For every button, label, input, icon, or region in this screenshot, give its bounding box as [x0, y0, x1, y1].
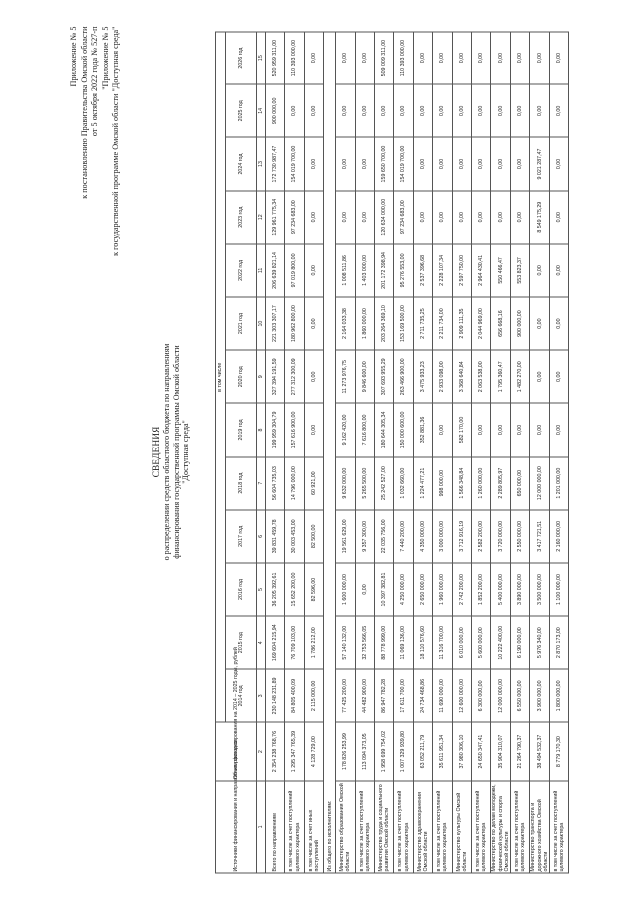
- row-value: 0,00: [471, 403, 490, 456]
- row-value: 1 600 000,00: [336, 563, 355, 616]
- row-name: Министерство транспорта и дорожного хозяйства Омской области: [530, 781, 550, 873]
- row-value: 0,00: [304, 137, 323, 190]
- row-value: 0,00: [510, 32, 529, 84]
- row-total: 21 264 790,37: [510, 722, 529, 780]
- table-row: [491, 32, 511, 873]
- column-number: 5: [257, 563, 266, 616]
- header-year: 2022 год: [226, 244, 257, 297]
- row-value: 0,00: [549, 244, 568, 297]
- row-value: 157 616 900,00: [285, 403, 304, 456]
- row-value: 3 900 000,00: [530, 669, 550, 722]
- row-name: Министерство образования Омской области: [336, 781, 355, 873]
- row-value: 5 976 340,00: [530, 616, 550, 669]
- row-total: 1 295 347 765,39: [285, 722, 304, 780]
- row-value: 0,00: [452, 191, 471, 244]
- row-value: 3 500 000,00: [530, 563, 550, 616]
- row-value: 1 800 000,00: [549, 669, 568, 722]
- row-value: 203 264 369,10: [374, 297, 393, 350]
- table-row: [510, 32, 529, 873]
- row-value: 30 003 453,00: [285, 510, 304, 563]
- row-value: 11 069 136,00: [394, 616, 413, 669]
- row-value: 44 482 900,00: [355, 669, 374, 722]
- row-value: 0,00: [471, 32, 490, 84]
- row-value: 2 044 969,00: [471, 297, 490, 350]
- note-line-1: Приложение № 5: [69, 26, 78, 87]
- header-row-numbers: [257, 32, 266, 873]
- row-value: 0,00: [471, 84, 490, 137]
- row-value: 1 403 000,00: [355, 244, 374, 297]
- row-value: 307 693 955,29: [374, 350, 393, 403]
- header-source: Источники финансирования и направления расходов: [216, 781, 257, 873]
- row-total: 37 980 306,10: [452, 722, 471, 780]
- row-value: 0,00: [510, 191, 529, 244]
- row-value: 8 549 175,29: [530, 191, 550, 244]
- table-row: [452, 32, 471, 873]
- row-value: 0,00: [285, 84, 304, 137]
- row-value: 154 019 700,00: [394, 137, 413, 190]
- row-value: 180 644 305,34: [374, 403, 393, 456]
- row-total: 4 128 729,00: [304, 722, 323, 780]
- row-value: 24 734 468,86: [413, 669, 432, 722]
- row-value: 0,00: [549, 84, 568, 137]
- column-number: 9: [257, 350, 266, 403]
- row-value: 0,00: [355, 563, 374, 616]
- row-value: 3 000 000,00: [433, 510, 452, 563]
- note-line-4: "Приложение № 5: [100, 26, 110, 90]
- row-value: 553 823,37: [510, 244, 529, 297]
- row-value: 550 466,47: [491, 244, 511, 297]
- row-value: 0,00: [304, 244, 323, 297]
- row-value: 509 009 311,00: [374, 32, 393, 84]
- row-value: 5 265 500,00: [355, 457, 374, 510]
- row-value: 7 440 200,00: [394, 510, 413, 563]
- row-value: 9 632 000,00: [336, 457, 355, 510]
- note-line-5: к государственной программе Омской области "Доступная среда": [111, 26, 120, 256]
- row-value: 4 250 000,00: [394, 563, 413, 616]
- header-year: 2024 год: [226, 137, 257, 190]
- row-value: 0,00: [549, 403, 568, 456]
- row-total: 63 052 211,79: [413, 722, 432, 780]
- row-value: 0,00: [304, 32, 323, 84]
- row-name: в том числе за счет иных поступлений: [304, 781, 323, 873]
- header-year: 2021 год: [226, 297, 257, 350]
- row-value: 36 205 392,61: [266, 563, 285, 616]
- row-value: 0,00: [355, 191, 374, 244]
- header-year: 2017 год: [226, 510, 257, 563]
- row-value: 0,00: [491, 403, 511, 456]
- row-value: 0,00: [471, 191, 490, 244]
- row-value: 19 561 629,00: [336, 510, 355, 563]
- row-value: 900 000,00: [266, 84, 285, 137]
- row-value: 0,00: [355, 32, 374, 84]
- row-value: 656 668,16: [491, 297, 511, 350]
- row-value: 998 000,00: [433, 457, 452, 510]
- column-number: 10: [257, 297, 266, 350]
- column-number: 14: [257, 84, 266, 137]
- row-total: 38 494 532,37: [530, 722, 550, 780]
- row-value: 0,00: [510, 84, 529, 137]
- row-value: 206 639 821,14: [266, 244, 285, 297]
- row-value: 6 300 000,00: [471, 669, 490, 722]
- row-value: 25 242 527,00: [374, 457, 393, 510]
- header-row-top: [216, 32, 226, 873]
- row-value: 2 160 000,00: [549, 510, 568, 563]
- header-year: 2014 год: [226, 669, 257, 722]
- row-value: 0,00: [336, 191, 355, 244]
- row-value: 0,00: [394, 84, 413, 137]
- row-value: 77 425 200,00: [336, 669, 355, 722]
- row-value: 0,00: [336, 32, 355, 84]
- row-value: 0,00: [355, 84, 374, 137]
- row-value: 2 597 750,00: [452, 244, 471, 297]
- row-value: 2 063 538,00: [471, 350, 490, 403]
- row-value: 84 805 400,09: [285, 669, 304, 722]
- row-value: 97 019 800,00: [285, 244, 304, 297]
- row-value: 82 596,00: [304, 563, 323, 616]
- row-value: 520 959 311,00: [266, 32, 285, 84]
- row-value: 153 169 500,00: [394, 297, 413, 350]
- header-year: 2019 год: [226, 403, 257, 456]
- row-value: 0,00: [304, 350, 323, 403]
- row-value: 22 035 756,00: [374, 510, 393, 563]
- row-value: 1 260 000,00: [471, 457, 490, 510]
- row-value: 6 010 000,00: [452, 616, 471, 669]
- row-value: 0,00: [304, 84, 323, 137]
- column-number: 12: [257, 191, 266, 244]
- row-value: 12 000 000,00: [491, 669, 511, 722]
- header-total: Объем финансирования на 2014 – 2025 годы, рублей: [216, 722, 257, 780]
- row-value: 352 881,36: [413, 403, 432, 456]
- row-name: Министерство по делам молодежи, физической культуры и спорта Омской области: [491, 781, 511, 873]
- table-row: [433, 32, 452, 873]
- row-value: 201 172 398,94: [374, 244, 393, 297]
- header-year: 2023 год: [226, 191, 257, 244]
- header-year: 2026 год: [226, 32, 257, 84]
- row-value: 2 582 200,00: [471, 510, 490, 563]
- row-value: 230 148 231,89: [266, 669, 285, 722]
- column-number: 11: [257, 244, 266, 297]
- row-total: 8 779 170,30: [549, 722, 568, 780]
- row-value: 3 720 000,00: [491, 510, 511, 563]
- row-value: 277 312 300,09: [285, 350, 304, 403]
- table-row: [413, 32, 432, 873]
- row-value: 0,00: [530, 297, 550, 350]
- row-value: 2 650 000,00: [413, 563, 432, 616]
- row-value: 2 964 430,41: [471, 244, 490, 297]
- row-value: 9 021 287,47: [530, 137, 550, 190]
- row-value: 199 959 304,79: [266, 403, 285, 456]
- table-row: [336, 32, 355, 873]
- row-total: 35 904 310,07: [491, 722, 511, 780]
- row-value: 1 032 660,00: [394, 457, 413, 510]
- row-value: 120 634 000,00: [374, 191, 393, 244]
- header-year: 2025 год: [226, 84, 257, 137]
- row-value: 39 831 459,78: [266, 510, 285, 563]
- row-value: 3 417 721,51: [530, 510, 550, 563]
- row-value: 0,00: [510, 137, 529, 190]
- row-total: 24 650 347,41: [471, 722, 490, 780]
- row-value: 0,00: [530, 84, 550, 137]
- row-value: 0,00: [530, 350, 550, 403]
- row-value: 0,00: [413, 32, 432, 84]
- row-value: 7 616 800,00: [355, 403, 374, 456]
- row-name: Министерство культуры Омской области: [452, 781, 471, 873]
- note-line-3: от 5 октября 2022 года № 527-п: [90, 26, 99, 137]
- row-value: 129 961 775,34: [266, 191, 285, 244]
- row-value: 1 008 511,86: [336, 244, 355, 297]
- row-value: 0,00: [549, 350, 568, 403]
- column-number: 7: [257, 457, 266, 510]
- row-value: 86 947 782,28: [374, 669, 393, 722]
- row-name: Министерство здравоохранения Омской области: [413, 781, 432, 873]
- row-value: 11 690 000,00: [433, 669, 452, 722]
- table-body: [216, 32, 569, 873]
- row-value: 0,00: [530, 244, 550, 297]
- row-name: в том числе за счет поступлений целевого характера: [394, 781, 413, 873]
- appendix-note: [69, 27, 122, 256]
- row-value: 0,00: [510, 403, 529, 456]
- row-value: 0,00: [413, 191, 432, 244]
- table-row: [304, 32, 323, 873]
- row-value: 1 786 212,00: [304, 616, 323, 669]
- row-value: 110 393 000,00: [394, 32, 413, 84]
- row-value: 0,00: [549, 137, 568, 190]
- row-value: 0,00: [491, 84, 511, 137]
- row-value: 6 190 000,00: [510, 616, 529, 669]
- row-value: 82 500,00: [304, 510, 323, 563]
- row-value: 0,00: [491, 32, 511, 84]
- row-value: 1 795 360,47: [491, 350, 511, 403]
- row-value: 3 890 000,00: [510, 563, 529, 616]
- row-value: 0,00: [336, 84, 355, 137]
- header-year: 2020 год: [226, 350, 257, 403]
- table-row: [374, 32, 393, 873]
- row-value: 172 730 987,47: [266, 137, 285, 190]
- table-row: [266, 32, 285, 873]
- row-value: 2 933 098,00: [433, 350, 452, 403]
- column-number: 15: [257, 32, 266, 84]
- rotated-page: [65, 21, 575, 884]
- row-value: 15 652 200,00: [285, 563, 304, 616]
- row-value: 0,00: [413, 137, 432, 190]
- row-total: 2 354 238 768,76: [266, 722, 285, 780]
- row-value: 10 222 400,00: [491, 616, 511, 669]
- row-value: 9 162 420,00: [336, 403, 355, 456]
- row-name: в том числе за счет поступлений целевого характера: [433, 781, 452, 873]
- row-total: 113 094 373,05: [355, 722, 374, 780]
- row-value: 6 550 000,00: [510, 669, 529, 722]
- caption-line-3: "Доступная среда": [180, 420, 190, 484]
- row-value: 18 110 576,60: [413, 616, 432, 669]
- row-name: в том числе за счет поступлений целевого характера: [549, 781, 568, 873]
- row-value: 11 316 700,00: [433, 616, 452, 669]
- row-name: в том числе за счет поступлений целевого характера: [510, 781, 529, 873]
- row-name: Всего по направлениям: [266, 781, 285, 873]
- row-value: 900 000,00: [510, 297, 529, 350]
- row-value: 1 482 270,00: [510, 350, 529, 403]
- row-value: 56 604 735,03: [266, 457, 285, 510]
- header-year: 2015 год: [226, 616, 257, 669]
- row-value: 12 600 000,00: [452, 669, 471, 722]
- row-value: 221 303 307,17: [266, 297, 285, 350]
- row-value: 0,00: [413, 84, 432, 137]
- row-value: 2 742 200,00: [452, 563, 471, 616]
- row-value: 0,00: [549, 297, 568, 350]
- row-value: 327 394 191,59: [266, 350, 285, 403]
- row-total: 178 826 253,99: [336, 722, 355, 780]
- row-value: 180 962 800,00: [285, 297, 304, 350]
- row-value: 76 709 103,00: [285, 616, 304, 669]
- column-number: 1: [257, 781, 266, 873]
- row-value: 650 000,00: [510, 457, 529, 510]
- row-value: 0,00: [530, 32, 550, 84]
- row-name: Министерство труда и социального развития Омской области: [374, 781, 393, 873]
- row-value: 110 393 000,00: [285, 32, 304, 84]
- row-value: 2 228 107,34: [433, 244, 452, 297]
- row-value: 0,00: [304, 297, 323, 350]
- row-value: 1 201 000,00: [549, 457, 568, 510]
- row-value: 11 273 976,75: [336, 350, 355, 403]
- row-value: 154 019 700,00: [285, 137, 304, 190]
- row-value: 17 611 700,00: [394, 669, 413, 722]
- caption-title: СВЕДЕНИЯ: [152, 426, 162, 478]
- note-line-2: к постановлению Правительства Омской области: [79, 26, 89, 199]
- row-value: 5 400 000,00: [491, 563, 511, 616]
- row-total: 35 611 951,34: [433, 722, 452, 780]
- row-value: 9 846 600,00: [355, 350, 374, 403]
- row-value: 2 115 000,00: [304, 669, 323, 722]
- row-value: 1 852 200,00: [471, 563, 490, 616]
- row-value: 0,00: [452, 137, 471, 190]
- row-value: 0,00: [491, 191, 511, 244]
- row-value: 3 712 916,19: [452, 510, 471, 563]
- row-total: 1 958 699 754,02: [374, 722, 393, 780]
- row-value: 0,00: [471, 137, 490, 190]
- row-value: 0,00: [355, 137, 374, 190]
- row-value: 0,00: [433, 137, 452, 190]
- document-caption: [153, 21, 190, 884]
- row-value: 1 960 000,00: [433, 563, 452, 616]
- row-value: 12 000 000,00: [530, 457, 550, 510]
- row-name: в том числе за счет поступлений целевого характера: [471, 781, 490, 873]
- table-row: [285, 32, 304, 873]
- row-value: 97 234 683,00: [285, 191, 304, 244]
- row-value: 0,00: [374, 84, 393, 137]
- row-value: 88 778 999,00: [374, 616, 393, 669]
- row-value: 582 170,00: [452, 403, 471, 456]
- row-value: 0,00: [549, 32, 568, 84]
- row-name: в том числе за счет поступлений целевого характера: [355, 781, 374, 873]
- column-number: 13: [257, 137, 266, 190]
- funding-table: [215, 32, 569, 874]
- row-value: 0,00: [452, 84, 471, 137]
- row-value: 0,00: [336, 137, 355, 190]
- row-value: 1 224 477,21: [413, 457, 432, 510]
- row-value: 57 140 132,00: [336, 616, 355, 669]
- column-number: 3: [257, 669, 266, 722]
- row-value: 9 357 300,00: [355, 510, 374, 563]
- row-value: 0,00: [530, 403, 550, 456]
- row-value: 95 276 553,00: [394, 244, 413, 297]
- header-year: 2016 год: [226, 563, 257, 616]
- row-value: 10 397 382,81: [374, 563, 393, 616]
- table-row: [471, 32, 490, 873]
- row-value: 0,00: [304, 403, 323, 456]
- row-value: 2 211 734,00: [433, 297, 452, 350]
- row-value: 0,00: [433, 403, 452, 456]
- column-number: 4: [257, 616, 266, 669]
- row-value: 5 600 000,00: [471, 616, 490, 669]
- table-row: [549, 32, 568, 873]
- row-value: 0,00: [452, 32, 471, 84]
- row-value: 14 796 000,00: [285, 457, 304, 510]
- row-value: 1 100 000,00: [549, 563, 568, 616]
- caption-line-1: о распределении средств областного бюджета по направлениям: [162, 343, 172, 561]
- caption-line-2: финансирования государственной программы Омской области: [171, 345, 181, 559]
- header-incl: в том числе: [216, 32, 226, 722]
- row-value: 2 870 173,00: [549, 616, 568, 669]
- column-number: 8: [257, 403, 266, 456]
- row-value: 0,00: [304, 191, 323, 244]
- column-number: 6: [257, 510, 266, 563]
- row-value: 1 860 000,00: [355, 297, 374, 350]
- row-value: 60 921,00: [304, 457, 323, 510]
- row-value: 3 368 640,84: [452, 350, 471, 403]
- row-value: 0,00: [549, 191, 568, 244]
- section-label: Из общего по исполнителям:: [324, 32, 336, 873]
- table-row: [394, 32, 413, 873]
- column-number: 2: [257, 722, 266, 780]
- row-value: 0,00: [491, 137, 511, 190]
- row-value: 169 604 215,94: [266, 616, 285, 669]
- row-value: 2 711 735,25: [413, 297, 432, 350]
- row-value: 0,00: [433, 84, 452, 137]
- row-value: 1 566 348,84: [452, 457, 471, 510]
- row-value: 4 350 000,00: [413, 510, 432, 563]
- row-value: 0,00: [433, 32, 452, 84]
- row-value: 2 164 033,38: [336, 297, 355, 350]
- row-value: 150 000 600,00: [394, 403, 413, 456]
- table-row: [530, 32, 550, 873]
- row-value: 159 650 700,00: [374, 137, 393, 190]
- table-row: [355, 32, 374, 873]
- row-name: в том числе за счет поступлений целевого характера: [285, 781, 304, 873]
- row-value: 3 475 933,23: [413, 350, 432, 403]
- row-value: 32 753 566,05: [355, 616, 374, 669]
- row-value: 263 466 900,00: [394, 350, 413, 403]
- row-value: 2 909 111,35: [452, 297, 471, 350]
- section-row: [324, 32, 336, 873]
- row-total: 1 007 329 939,80: [394, 722, 413, 780]
- row-value: 2 537 396,68: [413, 244, 432, 297]
- row-value: 0,00: [433, 191, 452, 244]
- row-value: 97 234 683,00: [394, 191, 413, 244]
- header-year: 2018 год: [226, 457, 257, 510]
- row-value: 2 289 805,97: [491, 457, 511, 510]
- row-value: 2 550 000,00: [510, 510, 529, 563]
